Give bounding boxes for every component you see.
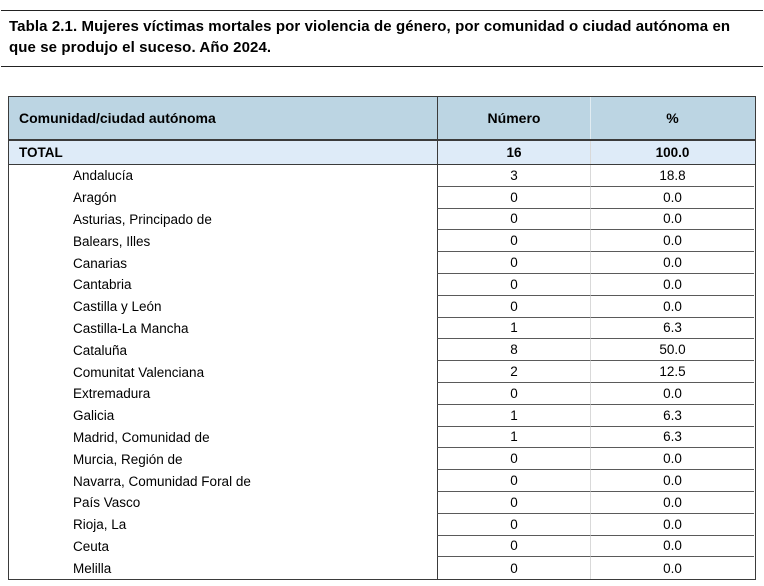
row-numero-cell: 0 [437, 187, 590, 209]
row-numero-cell: 0 [437, 470, 590, 492]
row-numero-cell: 0 [437, 274, 590, 296]
row-percent-cell: 6.3 [590, 318, 754, 340]
row-percent-cell: 0.0 [590, 557, 754, 579]
row-numero-cell: 0 [437, 536, 590, 558]
row-numero-cell: 0 [437, 296, 590, 318]
data-table [8, 96, 756, 580]
row-label-cell: Balears, Illes [73, 233, 151, 249]
row-numero-cell: 0 [437, 252, 590, 274]
table-row [9, 514, 755, 536]
row-numero-cell: 1 [437, 427, 590, 449]
row-percent-cell: 0.0 [590, 492, 754, 514]
table-row [9, 187, 755, 209]
row-percent-cell: 6.3 [590, 427, 754, 449]
table-row [9, 492, 755, 514]
row-label-cell: Castilla-La Mancha [73, 320, 189, 336]
row-label-cell: Asturias, Principado de [73, 211, 212, 227]
row-percent-cell: 0.0 [590, 230, 754, 252]
row-numero-cell: 2 [437, 361, 590, 383]
row-label-cell: Canarias [73, 255, 128, 271]
row-percent-cell: 0.0 [590, 187, 754, 209]
row-label-cell: Cataluña [73, 342, 128, 358]
table-header-row [9, 97, 755, 141]
row-numero-cell: 0 [437, 383, 590, 405]
row-percent-cell: 0.0 [590, 383, 754, 405]
row-percent-cell: 0.0 [590, 209, 754, 231]
row-percent-cell: 0.0 [590, 536, 754, 558]
table-row [9, 209, 755, 231]
row-percent-cell: 0.0 [590, 448, 754, 470]
total-label-cell: TOTAL [19, 145, 63, 160]
row-percent-cell: 6.3 [590, 405, 754, 427]
table-row [9, 427, 755, 449]
row-percent-cell: 0.0 [590, 296, 754, 318]
row-label-cell: País Vasco [73, 495, 141, 511]
row-percent-cell: 12.5 [590, 361, 754, 383]
table-caption: Tabla 2.1. Mujeres víctimas mortales por violencia de género, por comunidad o ciudad autónoma en que se produjo el suceso. Año 2024. [9, 18, 731, 56]
header-percent-column: % [590, 97, 754, 139]
table-row [9, 165, 755, 187]
row-label-cell: Murcia, Región de [73, 451, 183, 467]
row-label-cell: Ceuta [73, 538, 110, 554]
row-percent-cell: 0.0 [590, 274, 754, 296]
row-percent-cell: 18.8 [590, 165, 754, 187]
row-label-cell: Andalucía [73, 168, 134, 184]
row-percent-cell: 0.0 [590, 514, 754, 536]
row-label-cell: Madrid, Comunidad de [73, 429, 210, 445]
row-label-cell: Comunitat Valenciana [73, 364, 205, 380]
table-row [9, 448, 755, 470]
table-row [9, 252, 755, 274]
row-label-cell: Navarra, Comunidad Foral de [73, 473, 251, 489]
row-numero-cell: 0 [437, 514, 590, 536]
row-label-cell: Extremadura [73, 386, 151, 402]
table-row [9, 296, 755, 318]
table-row [9, 318, 755, 340]
table-row [9, 536, 755, 558]
row-label-cell: Cantabria [73, 277, 132, 293]
row-numero-cell: 0 [437, 492, 590, 514]
table-row [9, 361, 755, 383]
table-row [9, 230, 755, 252]
row-label-cell: Rioja, La [73, 517, 127, 533]
table-row [9, 405, 755, 427]
row-numero-cell: 1 [437, 405, 590, 427]
total-percent-cell: 100.0 [590, 141, 754, 164]
header-numero-column: Número [437, 97, 590, 139]
title-top-rule [1, 10, 763, 11]
row-numero-cell: 3 [437, 165, 590, 187]
row-numero-cell: 0 [437, 557, 590, 579]
row-label-cell: Castilla y León [73, 299, 162, 315]
row-numero-cell: 1 [437, 318, 590, 340]
row-label-cell: Galicia [73, 408, 115, 424]
total-row [9, 141, 755, 165]
header-community-column: Comunidad/ciudad autónoma [19, 110, 216, 126]
table-row [9, 470, 755, 492]
row-label-cell: Aragón [73, 190, 117, 206]
row-percent-cell: 0.0 [590, 252, 754, 274]
row-numero-cell: 0 [437, 209, 590, 231]
table-row [9, 383, 755, 405]
row-numero-cell: 0 [437, 448, 590, 470]
row-percent-cell: 0.0 [590, 470, 754, 492]
row-percent-cell: 50.0 [590, 339, 754, 361]
row-numero-cell: 0 [437, 230, 590, 252]
table-row [9, 339, 755, 361]
row-label-cell: Melilla [73, 560, 112, 576]
table-body [9, 165, 755, 579]
total-numero-cell: 16 [437, 141, 590, 164]
row-numero-cell: 8 [437, 339, 590, 361]
title-bottom-rule [1, 66, 763, 67]
table-row [9, 557, 755, 579]
table-row [9, 274, 755, 296]
